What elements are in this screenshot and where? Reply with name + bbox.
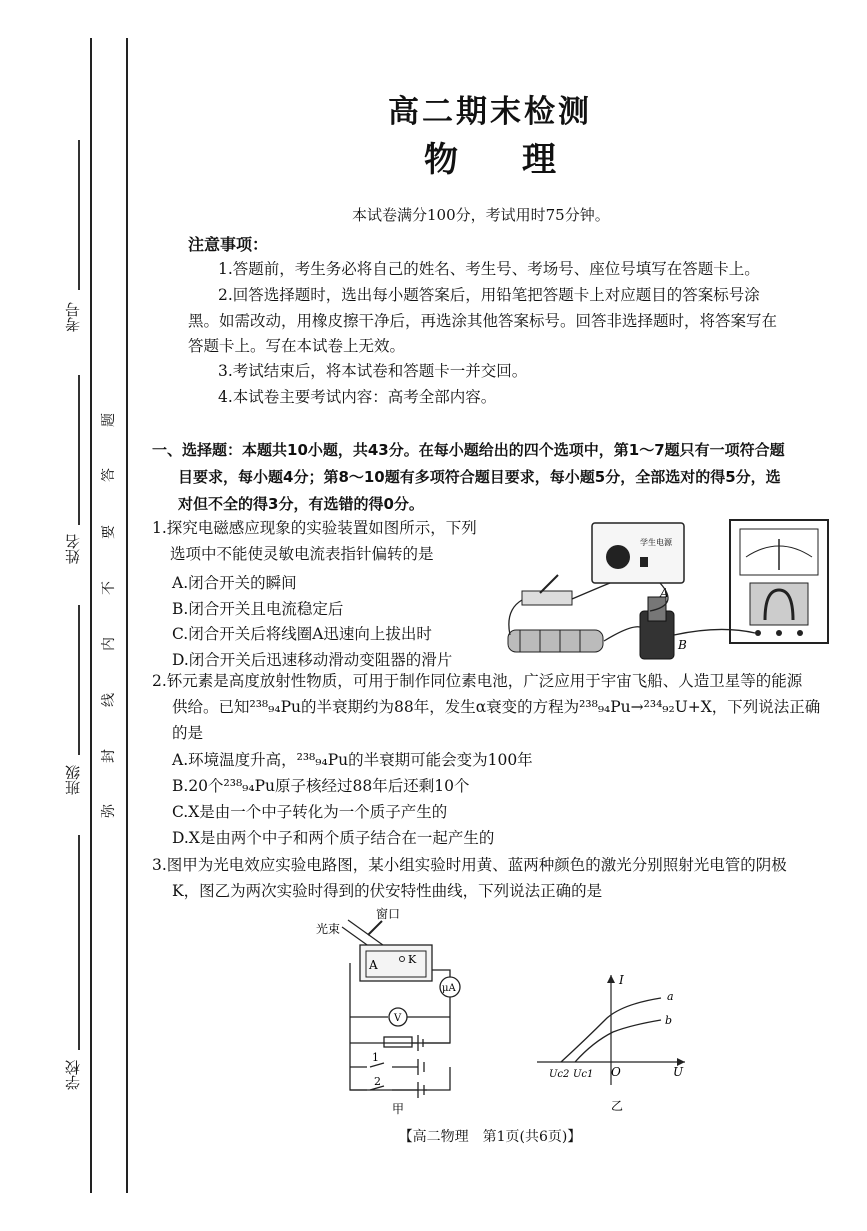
notice-line: 2.回答选择题时，选出每小题答案后，用铅笔把答题卡上对应题目的答案标号涂 xyxy=(218,286,760,304)
galvanometer xyxy=(730,520,828,643)
binding-line-inner xyxy=(126,38,128,1193)
switch-2-label: 2 xyxy=(374,1075,381,1088)
q2-option-c: C.X是由一个中子转化为一个质子产生的 xyxy=(172,803,448,821)
voltage-axis-label: U xyxy=(673,1065,684,1079)
seal-char: 内 xyxy=(101,637,117,651)
q3-figure-b xyxy=(535,970,695,1120)
name-blank xyxy=(78,375,80,525)
figure-b-caption: 乙 xyxy=(611,1099,624,1113)
class-blank xyxy=(78,605,80,755)
binding-line-outer xyxy=(90,38,92,1193)
uc1-label: Uc1 xyxy=(573,1069,594,1080)
student-power-supply xyxy=(592,523,684,583)
anode-label: A xyxy=(369,958,378,972)
exam-info: 本试卷满分100分，考试用时75分钟。 xyxy=(352,206,610,224)
notice-line: 黑。如需改动，用橡皮擦干净后，再选涂其他答案标号。回答非选择题时，将答案写在 xyxy=(188,312,778,330)
beam-label: 光束 xyxy=(316,922,341,936)
coil-a-label: A xyxy=(660,586,669,600)
curve-a-label: a xyxy=(667,990,674,1003)
q2-option-d: D.X是由两个中子和两个质子结合在一起产生的 xyxy=(172,829,495,847)
name-label: 姓名 xyxy=(64,534,82,564)
voltmeter-label: V xyxy=(394,1013,402,1024)
q1-stem: 选项中不能使灵敏电流表指针偏转的是 xyxy=(170,545,434,563)
coils xyxy=(640,586,687,659)
section-heading: 一、选择题：本题共10小题，共43分。在每小题给出的四个选项中，第1～7题只有一项符合题 目要求，每小题4分；第8～10题有多项符合题目要求，每小题5分，全部选对的得5分，选 对但不全的得3分，有选错的得0分。 xyxy=(152,441,785,513)
subject-title: 物 理 xyxy=(424,140,556,180)
q1-option-c: C.闭合开关后将线圈A迅速向上拔出时 xyxy=(172,625,432,643)
microammeter-label: μA xyxy=(442,983,456,994)
window-label: 窗口 xyxy=(376,907,401,921)
page-footer: 【高二物理 第1页(共6页)】 xyxy=(398,1129,582,1145)
exam-title: 高二期末检测 xyxy=(388,94,592,130)
uc2-label: Uc2 xyxy=(549,1069,570,1080)
switch xyxy=(522,575,572,605)
school-blank xyxy=(78,835,80,1050)
q2-option-a: A.环境温度升高，²³⁸₉₄Pu的半衰期可能会变为100年 xyxy=(172,751,533,769)
seal-char: 封 xyxy=(101,749,117,763)
figure-a-caption: 甲 xyxy=(392,1102,405,1116)
seal-char: 弥 xyxy=(101,804,117,818)
cathode-label: K xyxy=(408,953,417,966)
switch-1-label: 1 xyxy=(372,1051,379,1064)
notice-line: 3.考试结束后，将本试卷和答题卡一并交回。 xyxy=(218,362,528,380)
rheostat xyxy=(508,630,603,652)
q3-stem: K，图乙为两次实验时得到的伏安特性曲线，下列说法正确的是 xyxy=(172,882,603,900)
notice-heading: 注意事项： xyxy=(188,235,269,254)
q2-stem: 2.钚元素是高度放射性物质，可用于制作同位素电池，广泛应用于宇宙飞船、人造卫星等的能源 xyxy=(152,672,803,690)
power-supply-label: 学生电源 xyxy=(640,538,672,547)
school-label: 学校 xyxy=(64,1060,82,1090)
seal-char: 要 xyxy=(101,525,117,539)
q1-option-d: D.闭合开关后迅速移动滑动变阻器的滑片 xyxy=(172,651,453,669)
origin-label: O xyxy=(611,1065,621,1079)
class-label: 班级 xyxy=(64,765,82,795)
exam-number-label: 考号 xyxy=(64,302,82,332)
coil-b-label: B xyxy=(678,638,687,652)
notice-line: 1.答题前，考生务必将自己的姓名、考生号、考场号、座位号填写在答题卡上。 xyxy=(218,260,760,278)
q2-stem: 供给。已知²³⁸₉₄Pu的半衰期约为88年，发生α衰变的方程为²³⁸₉₄Pu→²³⁴₉₂U+X，下列说法正确 xyxy=(172,698,821,716)
q2-option-b: B.20个²³⁸₉₄Pu原子核经过88年后还剩10个 xyxy=(172,777,470,795)
seal-char: 答 xyxy=(101,468,117,482)
q1-stem: 1.探究电磁感应现象的实验装置如图所示，下列 xyxy=(152,519,477,537)
notice-line: 答题卡上。写在本试卷上无效。 xyxy=(188,337,406,355)
q3-figure-a xyxy=(312,905,472,1120)
q2-stem: 的是 xyxy=(172,724,204,742)
current-axis-label: I xyxy=(619,973,624,987)
q3-stem: 3.图甲为光电效应实验电路图，某小组实验时用黄、蓝两种颜色的激光分别照射光电管的阴极 xyxy=(152,856,787,874)
seal-char: 线 xyxy=(101,693,117,707)
curve-b-label: b xyxy=(665,1014,673,1027)
seal-char: 不 xyxy=(101,581,117,595)
q1-figure xyxy=(500,515,835,670)
seal-char: 题 xyxy=(101,413,117,427)
q1-option-a: A.闭合开关的瞬间 xyxy=(172,574,297,592)
notice-line: 4.本试卷主要考试内容：高考全部内容。 xyxy=(218,388,497,406)
q1-option-b: B.闭合开关且电流稳定后 xyxy=(172,600,344,618)
